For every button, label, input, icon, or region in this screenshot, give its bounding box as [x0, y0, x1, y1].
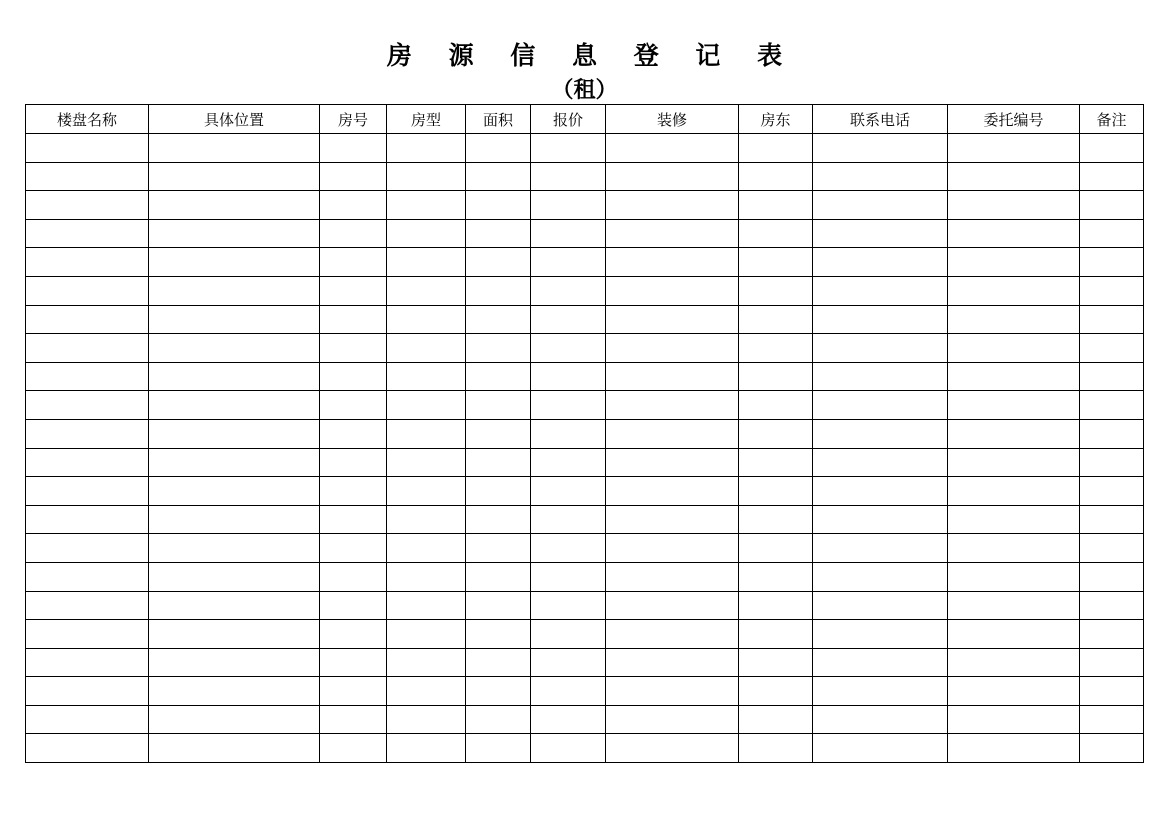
table-cell[interactable] [531, 591, 606, 620]
table-cell[interactable] [813, 705, 948, 734]
table-cell[interactable] [466, 391, 531, 420]
table-cell[interactable] [531, 276, 606, 305]
table-cell[interactable] [387, 276, 466, 305]
table-cell[interactable] [1080, 276, 1144, 305]
table-cell[interactable] [320, 448, 387, 477]
table-cell[interactable] [149, 419, 320, 448]
table-cell[interactable] [948, 419, 1080, 448]
table-cell[interactable] [606, 534, 739, 563]
table-cell[interactable] [320, 248, 387, 277]
table-cell[interactable] [606, 334, 739, 363]
table-cell[interactable] [1080, 162, 1144, 191]
registration-table [25, 104, 1144, 763]
table-cell[interactable] [387, 219, 466, 248]
table-cell[interactable] [948, 505, 1080, 534]
table-cell[interactable] [26, 477, 149, 506]
table-cell[interactable] [1080, 191, 1144, 220]
table-cell[interactable] [26, 305, 149, 334]
header-landlord: 房东 [739, 105, 813, 134]
table-row [26, 419, 1144, 448]
table-cell[interactable] [606, 362, 739, 391]
table-cell[interactable] [466, 276, 531, 305]
table-row [26, 620, 1144, 649]
table-cell[interactable] [466, 677, 531, 706]
table-cell[interactable] [466, 219, 531, 248]
table-cell[interactable] [1080, 248, 1144, 277]
header-price: 报价 [531, 105, 606, 134]
table-cell[interactable] [149, 334, 320, 363]
table-cell[interactable] [320, 419, 387, 448]
table-cell[interactable] [466, 705, 531, 734]
table-cell[interactable] [948, 591, 1080, 620]
table-cell[interactable] [531, 362, 606, 391]
header-room-type: 房型 [387, 105, 466, 134]
table-cell[interactable] [1080, 419, 1144, 448]
table-cell[interactable] [948, 219, 1080, 248]
table-cell[interactable] [813, 305, 948, 334]
table-row [26, 477, 1144, 506]
table-row [26, 734, 1144, 763]
table-row [26, 191, 1144, 220]
table-cell[interactable] [531, 620, 606, 649]
table-cell[interactable] [1080, 219, 1144, 248]
table-cell[interactable] [531, 677, 606, 706]
table-cell[interactable] [320, 477, 387, 506]
table-cell[interactable] [739, 391, 813, 420]
table-cell[interactable] [1080, 362, 1144, 391]
table-row [26, 134, 1144, 163]
table-cell[interactable] [26, 620, 149, 649]
table-cell[interactable] [466, 534, 531, 563]
table-cell[interactable] [606, 248, 739, 277]
table-cell[interactable] [739, 591, 813, 620]
table-cell[interactable] [320, 534, 387, 563]
table-cell[interactable] [149, 734, 320, 763]
table-cell[interactable] [606, 648, 739, 677]
header-remarks: 备注 [1080, 105, 1144, 134]
page-subtitle: （租） [551, 77, 618, 103]
table-cell[interactable] [466, 248, 531, 277]
table-cell[interactable] [813, 734, 948, 763]
header-building-name: 楼盘名称 [26, 105, 149, 134]
table-cell[interactable] [813, 334, 948, 363]
table-cell[interactable] [320, 191, 387, 220]
table-cell[interactable] [813, 248, 948, 277]
table-cell[interactable] [531, 248, 606, 277]
table-cell[interactable] [606, 419, 739, 448]
table-cell[interactable] [387, 448, 466, 477]
table-cell[interactable] [26, 648, 149, 677]
table-cell[interactable] [320, 648, 387, 677]
table-row [26, 162, 1144, 191]
table-cell[interactable] [466, 362, 531, 391]
table-cell[interactable] [739, 505, 813, 534]
table-cell[interactable] [1080, 534, 1144, 563]
table-row [26, 591, 1144, 620]
table-cell[interactable] [320, 562, 387, 591]
table-cell[interactable] [320, 134, 387, 163]
table-cell[interactable] [606, 705, 739, 734]
table-cell[interactable] [466, 477, 531, 506]
table-cell[interactable] [466, 648, 531, 677]
table-cell[interactable] [26, 419, 149, 448]
table-cell[interactable] [531, 562, 606, 591]
table-cell[interactable] [813, 276, 948, 305]
table-cell[interactable] [387, 134, 466, 163]
table-cell[interactable] [149, 191, 320, 220]
table-cell[interactable] [387, 162, 466, 191]
table-cell[interactable] [1080, 134, 1144, 163]
table-cell[interactable] [739, 734, 813, 763]
table-cell[interactable] [813, 134, 948, 163]
table-cell[interactable] [149, 620, 320, 649]
table-cell[interactable] [387, 534, 466, 563]
table-row [26, 305, 1144, 334]
table-cell[interactable] [387, 191, 466, 220]
table-cell[interactable] [320, 219, 387, 248]
table-cell[interactable] [606, 477, 739, 506]
table-cell[interactable] [948, 334, 1080, 363]
table-cell[interactable] [466, 162, 531, 191]
table-cell[interactable] [466, 419, 531, 448]
table-cell[interactable] [948, 134, 1080, 163]
table-cell[interactable] [813, 677, 948, 706]
table-cell[interactable] [1080, 648, 1144, 677]
table-cell[interactable] [813, 591, 948, 620]
table-cell[interactable] [531, 305, 606, 334]
table-cell[interactable] [606, 191, 739, 220]
table-cell[interactable] [813, 534, 948, 563]
table-cell[interactable] [320, 305, 387, 334]
table-cell[interactable] [739, 334, 813, 363]
table-cell[interactable] [387, 419, 466, 448]
header-area: 面积 [466, 105, 531, 134]
table-cell[interactable] [813, 391, 948, 420]
table-cell[interactable] [813, 362, 948, 391]
table-cell[interactable] [531, 419, 606, 448]
table-cell[interactable] [387, 648, 466, 677]
header-row [26, 105, 1144, 134]
table-cell[interactable] [1080, 334, 1144, 363]
table-cell[interactable] [387, 391, 466, 420]
table-cell[interactable] [739, 219, 813, 248]
table-cell[interactable] [149, 391, 320, 420]
table-cell[interactable] [739, 362, 813, 391]
table-cell[interactable] [1080, 734, 1144, 763]
table-cell[interactable] [948, 362, 1080, 391]
table-cell[interactable] [26, 334, 149, 363]
table-cell[interactable] [531, 448, 606, 477]
table-row [26, 391, 1144, 420]
table-cell[interactable] [948, 477, 1080, 506]
table-cell[interactable] [531, 334, 606, 363]
table-cell[interactable] [466, 448, 531, 477]
table-cell[interactable] [739, 677, 813, 706]
table-cell[interactable] [149, 591, 320, 620]
table-cell[interactable] [606, 276, 739, 305]
table-cell[interactable] [739, 648, 813, 677]
table-cell[interactable] [26, 362, 149, 391]
table-cell[interactable] [149, 448, 320, 477]
table-cell[interactable] [606, 562, 739, 591]
table-cell[interactable] [149, 219, 320, 248]
table-cell[interactable] [149, 505, 320, 534]
table-cell[interactable] [466, 620, 531, 649]
table-cell[interactable] [739, 305, 813, 334]
table-row [26, 534, 1144, 563]
table-cell[interactable] [1080, 477, 1144, 506]
table-cell[interactable] [948, 648, 1080, 677]
table-cell[interactable] [320, 391, 387, 420]
table-cell[interactable] [387, 334, 466, 363]
table-cell[interactable] [1080, 505, 1144, 534]
header-room-number: 房号 [320, 105, 387, 134]
table-cell[interactable] [739, 419, 813, 448]
table-cell[interactable] [813, 620, 948, 649]
table-cell[interactable] [149, 362, 320, 391]
table-cell[interactable] [531, 734, 606, 763]
table-cell[interactable] [466, 505, 531, 534]
table-cell[interactable] [149, 677, 320, 706]
table-cell[interactable] [466, 191, 531, 220]
table-cell[interactable] [26, 191, 149, 220]
table-cell[interactable] [813, 419, 948, 448]
table-cell[interactable] [531, 534, 606, 563]
table-cell[interactable] [948, 562, 1080, 591]
table-cell[interactable] [26, 734, 149, 763]
table-cell[interactable] [1080, 305, 1144, 334]
table-cell[interactable] [813, 448, 948, 477]
table-row [26, 219, 1144, 248]
table-cell[interactable] [387, 620, 466, 649]
table-cell[interactable] [387, 362, 466, 391]
header-phone: 联系电话 [813, 105, 948, 134]
table-cell[interactable] [606, 134, 739, 163]
table-cell[interactable] [149, 276, 320, 305]
table-cell[interactable] [606, 734, 739, 763]
table-cell[interactable] [387, 477, 466, 506]
table-cell[interactable] [531, 219, 606, 248]
table-cell[interactable] [813, 219, 948, 248]
table-cell[interactable] [387, 591, 466, 620]
table-cell[interactable] [1080, 562, 1144, 591]
table-cell[interactable] [26, 591, 149, 620]
table-cell[interactable] [948, 191, 1080, 220]
table-cell[interactable] [531, 648, 606, 677]
table-row [26, 362, 1144, 391]
table-cell[interactable] [26, 391, 149, 420]
table-cell[interactable] [26, 276, 149, 305]
table-cell[interactable] [320, 362, 387, 391]
table-cell[interactable] [948, 276, 1080, 305]
table-cell[interactable] [606, 219, 739, 248]
table-cell[interactable] [739, 534, 813, 563]
table-cell[interactable] [948, 734, 1080, 763]
header-decoration: 装修 [606, 105, 739, 134]
table-cell[interactable] [320, 734, 387, 763]
table-cell[interactable] [26, 134, 149, 163]
table-cell[interactable] [466, 734, 531, 763]
table-cell[interactable] [948, 705, 1080, 734]
table-cell[interactable] [320, 276, 387, 305]
table-cell[interactable] [1080, 391, 1144, 420]
table-cell[interactable] [606, 591, 739, 620]
table-row [26, 705, 1144, 734]
table-cell[interactable] [26, 562, 149, 591]
table-cell[interactable] [948, 448, 1080, 477]
table-cell[interactable] [320, 620, 387, 649]
table-cell[interactable] [149, 562, 320, 591]
table-cell[interactable] [739, 562, 813, 591]
table-cell[interactable] [1080, 705, 1144, 734]
table-cell[interactable] [387, 505, 466, 534]
table-cell[interactable] [387, 734, 466, 763]
table-cell[interactable] [739, 134, 813, 163]
table-cell[interactable] [606, 305, 739, 334]
table-cell[interactable] [1080, 448, 1144, 477]
table-row [26, 448, 1144, 477]
table-cell[interactable] [531, 162, 606, 191]
table-cell[interactable] [320, 505, 387, 534]
table-row [26, 677, 1144, 706]
table-cell[interactable] [26, 705, 149, 734]
table-cell[interactable] [26, 219, 149, 248]
table-row [26, 648, 1144, 677]
table-cell[interactable] [739, 276, 813, 305]
table-cell[interactable] [531, 705, 606, 734]
header-entrust-number: 委托编号 [948, 105, 1080, 134]
table-body [26, 134, 1144, 763]
table-cell[interactable] [387, 705, 466, 734]
table-cell[interactable] [26, 248, 149, 277]
table-cell[interactable] [149, 305, 320, 334]
table-cell[interactable] [606, 677, 739, 706]
table-cell[interactable] [149, 648, 320, 677]
table-cell[interactable] [26, 534, 149, 563]
table-cell[interactable] [1080, 677, 1144, 706]
table-cell[interactable] [26, 162, 149, 191]
table-row [26, 276, 1144, 305]
table-cell[interactable] [606, 391, 739, 420]
table-cell[interactable] [948, 305, 1080, 334]
table-cell[interactable] [466, 334, 531, 363]
table-cell[interactable] [531, 134, 606, 163]
table-cell[interactable] [387, 305, 466, 334]
table-row [26, 334, 1144, 363]
table-cell[interactable] [813, 162, 948, 191]
table-cell[interactable] [948, 677, 1080, 706]
table-cell[interactable] [149, 705, 320, 734]
table-cell[interactable] [466, 134, 531, 163]
table-cell[interactable] [739, 162, 813, 191]
table-cell[interactable] [739, 248, 813, 277]
table-cell[interactable] [948, 162, 1080, 191]
table-cell[interactable] [606, 448, 739, 477]
table-cell[interactable] [149, 534, 320, 563]
table-cell[interactable] [948, 534, 1080, 563]
table-cell[interactable] [948, 248, 1080, 277]
table-cell[interactable] [739, 705, 813, 734]
table-cell[interactable] [26, 505, 149, 534]
table-cell[interactable] [320, 591, 387, 620]
table-row [26, 505, 1144, 534]
table-cell[interactable] [387, 677, 466, 706]
table-cell[interactable] [387, 562, 466, 591]
table-cell[interactable] [739, 448, 813, 477]
table-cell[interactable] [739, 477, 813, 506]
table-cell[interactable] [531, 391, 606, 420]
table-cell[interactable] [149, 134, 320, 163]
table-cell[interactable] [531, 477, 606, 506]
table-cell[interactable] [1080, 591, 1144, 620]
table-cell[interactable] [320, 705, 387, 734]
table-cell[interactable] [320, 334, 387, 363]
table-cell[interactable] [739, 191, 813, 220]
table-cell[interactable] [466, 591, 531, 620]
table-row [26, 248, 1144, 277]
table-cell[interactable] [149, 248, 320, 277]
table-cell[interactable] [606, 162, 739, 191]
table-cell[interactable] [813, 191, 948, 220]
table-cell[interactable] [26, 448, 149, 477]
table-cell[interactable] [320, 677, 387, 706]
table-cell[interactable] [531, 505, 606, 534]
table-cell[interactable] [26, 677, 149, 706]
table-cell[interactable] [149, 162, 320, 191]
header-location: 具体位置 [149, 105, 320, 134]
table-cell[interactable] [466, 305, 531, 334]
table-cell[interactable] [813, 648, 948, 677]
table-cell[interactable] [948, 620, 1080, 649]
table-cell[interactable] [320, 162, 387, 191]
table-cell[interactable] [466, 562, 531, 591]
table-cell[interactable] [813, 505, 948, 534]
table-cell[interactable] [813, 477, 948, 506]
table-cell[interactable] [948, 391, 1080, 420]
table-cell[interactable] [813, 562, 948, 591]
table-cell[interactable] [531, 191, 606, 220]
table-row [26, 562, 1144, 591]
table-cell[interactable] [606, 620, 739, 649]
table-cell[interactable] [387, 248, 466, 277]
table-cell[interactable] [739, 620, 813, 649]
table-cell[interactable] [606, 505, 739, 534]
table-cell[interactable] [149, 477, 320, 506]
page-title: 房 源 信 息 登 记 表 [386, 41, 797, 70]
table-cell[interactable] [1080, 620, 1144, 649]
